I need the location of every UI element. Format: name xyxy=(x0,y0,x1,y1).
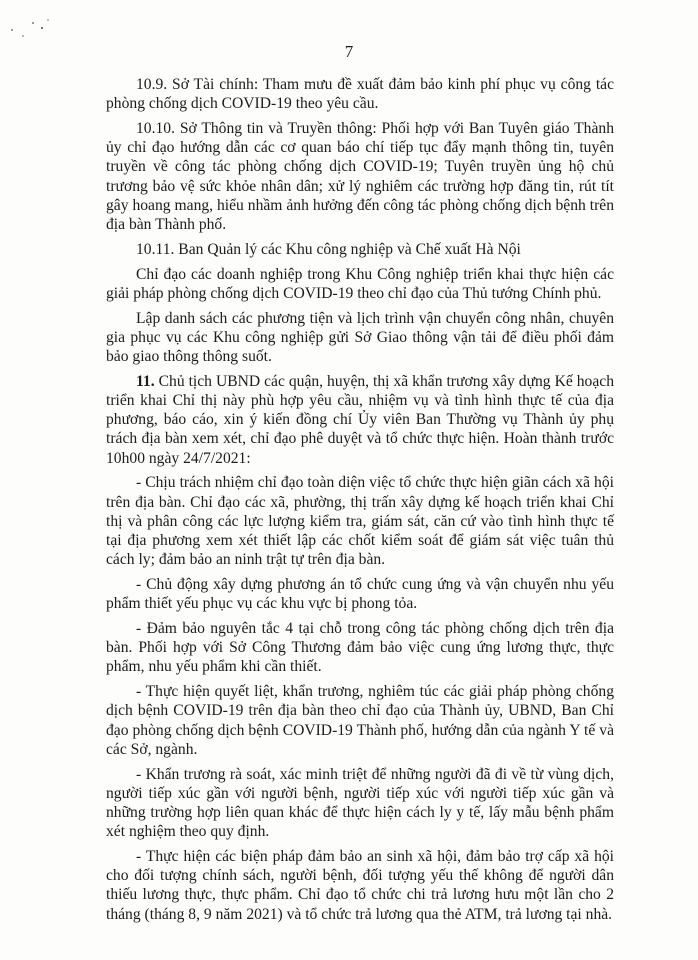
paragraph-text: - Khẩn trương rà soát, xác minh triệt để những người đã đi về từ vùng dịch, người tiếp xúc gần với người bệnh, người tiếp xúc với người tiếp xúc gần và những trường hợp liên quan khác để thực hiện cách ly y tế, lấy mẫu bệnh phẩm xét nghiệm theo quy định. xyxy=(106,765,614,841)
paragraph-text: Lập danh sách các phương tiện và lịch trình vận chuyển công nhân, chuyên gia phục vụ các Khu công nghiệp gửi Sở Giao thông vận tải để điều phối đảm bảo giao thông thông suốt. xyxy=(106,309,614,366)
page-number: 7 xyxy=(344,42,354,61)
paragraph-text: Chủ tịch UBND các quận, huyện, thị xã khẩn trương xây dựng Kế hoạch triển khai Chỉ thị này phù hợp yêu cầu, nhiệm vụ và tình hình thực tế của địa phương, báo cáo, xin ý kiến đồng chí Ủy viên Ban Thường vụ Thành ủy phụ trách địa bàn xem xét, chỉ đạo phê duyệt và tổ chức thực hiện. Hoàn thành trước 10h00 ngày 24/7/2021: xyxy=(106,372,614,467)
bullet-item xyxy=(106,765,614,842)
paragraph-text: - Chịu trách nhiệm chỉ đạo toàn diện việc tổ chức thực hiện giãn cách xã hội trên địa bàn. Chỉ đạo các xã, phường, thị trấn xây dựng kế hoạch triển khai Chỉ thị và phân công các lực lượng kiểm tra, giám sát, căn cứ vào tình hình thực tế tại địa phương xem xét thiết lập các chốt kiểm soát để giám sát việc tuân thủ cách ly; đảm bảo an ninh trật tự trên địa bàn. xyxy=(106,474,614,569)
bullet-item xyxy=(106,575,614,613)
paragraph-text: 10.9. Sở Tài chính: Tham mưu đề xuất đảm bảo kinh phí phục vụ công tác phòng chống dịch COVID-19 theo yêu cầu. xyxy=(106,76,614,113)
paragraph-text: Chỉ đạo các doanh nghiệp trong Khu Công nghiệp triển khai thực hiện các giải pháp phòng chống dịch COVID-19 theo chỉ đạo của Thủ tướng Chính phủ. xyxy=(106,265,614,302)
paragraph-text: - Chủ động xây dựng phương án tổ chức cung ứng và vận chuyển nhu yếu phẩm thiết yếu phục vụ các khu vực bị phong tỏa. xyxy=(106,576,614,613)
paragraph-11 xyxy=(106,372,614,468)
paragraph-text: 10.10. Sở Thông tin và Truyền thông: Phối hợp với Ban Tuyên giáo Thành ủy chỉ đạo hướng dẫn các cơ quan báo chí tiếp tục đẩy mạnh thông tin, tuyên truyền về công tác phòng chống dịch COVID-19; Tuyên truyền ủng hộ chủ trương bảo vệ sức khỏe nhân dân; xử lý nghiêm các trường hợp đăng tin, rút tít gây hoang mang, hiểu nhầm ảnh hưởng đến công tác phòng chống dịch bệnh trên địa bàn Thành phố. xyxy=(106,120,614,234)
paragraph-number: 11. xyxy=(136,372,155,390)
paragraph-10-11-directive xyxy=(106,265,614,303)
paragraph-10-11 xyxy=(106,240,614,259)
bullet-item xyxy=(106,847,614,924)
paragraph-10-11-list xyxy=(106,309,614,367)
bullet-item xyxy=(106,473,614,569)
scan-specks xyxy=(8,14,58,44)
paragraph-10-9 xyxy=(106,75,614,113)
paragraph-text: - Thực hiện quyết liệt, khẩn trương, nghiêm túc các giải pháp phòng chống dịch bệnh COVID-19 trên địa bàn theo chỉ đạo của Thành ủy, UBND, Ban Chỉ đạo phòng chống dịch bệnh COVID-19 Thành phố, hướng dẫn của ngành Y tế và các Sở, ngành. xyxy=(106,683,614,758)
paragraph-text: 10.11. Ban Quản lý các Khu công nghiệp và Chế xuất Hà Nội xyxy=(136,240,521,258)
bullet-item xyxy=(106,682,614,759)
document-body xyxy=(106,75,614,929)
bullet-item xyxy=(106,619,614,677)
paragraph-10-10 xyxy=(106,119,614,234)
paragraph-text: - Đảm bảo nguyên tắc 4 tại chỗ trong công tác phòng chống dịch trên địa bàn. Phối hợp với Sở Công Thương đảm bảo việc cung ứng lương thực, thực phẩm, nhu yếu phẩm khi cần thiết. xyxy=(106,620,614,676)
paragraph-text: - Thực hiện các biện pháp đảm bảo an sinh xã hội, đảm bảo trợ cấp xã hội cho đối tượng chính sách, người bệnh, đối tượng yếu thế không để người dân thiếu lương thực, thực phẩm. Chỉ đạo tổ chức chi trả lương hưu một lần cho 2 tháng (tháng 8, 9 năm 2021) và tổ chức trả lương qua thẻ ATM, trả lương tại nhà. xyxy=(106,848,614,923)
